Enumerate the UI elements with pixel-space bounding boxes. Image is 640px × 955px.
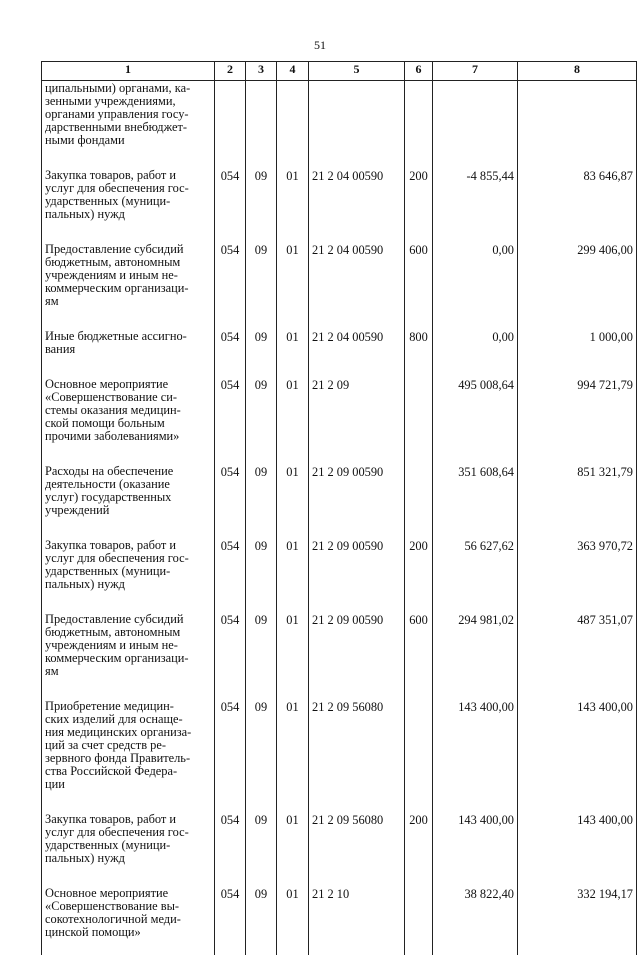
row-name-line: цинской помощи» bbox=[45, 926, 211, 939]
row-name-line: зенными учреждениями, bbox=[45, 95, 211, 108]
expense-type-code bbox=[405, 81, 433, 164]
row-name bbox=[42, 694, 215, 807]
expense-type-code: 200 bbox=[405, 163, 433, 237]
amount-change: 495 008,64 bbox=[433, 372, 518, 459]
amount-total bbox=[518, 81, 637, 164]
row-name-line: прочими заболеваниями» bbox=[45, 430, 211, 443]
amount-change: 143 400,00 bbox=[433, 807, 518, 881]
row-name-line: коммерческим организаци- bbox=[45, 652, 211, 665]
row-name bbox=[42, 881, 215, 955]
row-name-line: ций за счет средств ре- bbox=[45, 739, 211, 752]
target-item-code: 21 2 04 00590 bbox=[309, 237, 405, 324]
table-row bbox=[42, 807, 637, 881]
row-name bbox=[42, 163, 215, 237]
row-name-line: Закупка товаров, работ и bbox=[45, 539, 211, 552]
table-row bbox=[42, 459, 637, 533]
row-name-line: учреждениям и иным не- bbox=[45, 639, 211, 652]
amount-total: 332 194,17 bbox=[518, 881, 637, 955]
section-code: 09 bbox=[246, 607, 277, 694]
row-name-line: ударственных (муници- bbox=[45, 839, 211, 852]
row-name-line: Закупка товаров, работ и bbox=[45, 169, 211, 182]
ministry-code: 054 bbox=[215, 372, 246, 459]
ministry-code bbox=[215, 81, 246, 164]
row-name-line: ции bbox=[45, 778, 211, 791]
ministry-code: 054 bbox=[215, 607, 246, 694]
target-item-code: 21 2 09 00590 bbox=[309, 459, 405, 533]
row-name bbox=[42, 459, 215, 533]
table-row bbox=[42, 881, 637, 955]
row-name-line: ния медицинских организа- bbox=[45, 726, 211, 739]
row-name-line: Основное мероприятие bbox=[45, 378, 211, 391]
row-name-line: ципальными) органами, ка- bbox=[45, 82, 211, 95]
row-name-line: Иные бюджетные ассигно- bbox=[45, 330, 211, 343]
row-name-line: Расходы на обеспечение bbox=[45, 465, 211, 478]
amount-total: 143 400,00 bbox=[518, 694, 637, 807]
col-header: 3 bbox=[246, 62, 277, 81]
col-header: 8 bbox=[518, 62, 637, 81]
row-name-line: «Совершенствование си- bbox=[45, 391, 211, 404]
amount-change: 0,00 bbox=[433, 237, 518, 324]
page-number: 51 bbox=[0, 38, 640, 53]
amount-change: 143 400,00 bbox=[433, 694, 518, 807]
row-name-line: «Совершенствование вы- bbox=[45, 900, 211, 913]
row-name-line: Закупка товаров, работ и bbox=[45, 813, 211, 826]
target-item-code: 21 2 04 00590 bbox=[309, 163, 405, 237]
row-name bbox=[42, 237, 215, 324]
subsection-code: 01 bbox=[277, 807, 309, 881]
expense-type-code bbox=[405, 459, 433, 533]
ministry-code: 054 bbox=[215, 324, 246, 372]
row-name bbox=[42, 81, 215, 164]
amount-change: 0,00 bbox=[433, 324, 518, 372]
expense-type-code: 800 bbox=[405, 324, 433, 372]
row-name-line: Предоставление субсидий bbox=[45, 613, 211, 626]
section-code: 09 bbox=[246, 324, 277, 372]
amount-total: 143 400,00 bbox=[518, 807, 637, 881]
row-name-line: учреждениям и иным не- bbox=[45, 269, 211, 282]
ministry-code: 054 bbox=[215, 881, 246, 955]
section-code: 09 bbox=[246, 459, 277, 533]
section-code: 09 bbox=[246, 807, 277, 881]
row-name-line: ударственных (муници- bbox=[45, 565, 211, 578]
row-name-line: услуг для обеспечения гос- bbox=[45, 182, 211, 195]
row-name-line: дарственными внебюджет- bbox=[45, 121, 211, 134]
row-name-line: ными фондами bbox=[45, 134, 211, 147]
ministry-code: 054 bbox=[215, 163, 246, 237]
row-name-line: ударственных (муници- bbox=[45, 195, 211, 208]
amount-total: 299 406,00 bbox=[518, 237, 637, 324]
row-name-line: ских изделий для оснаще- bbox=[45, 713, 211, 726]
row-name-line: пальных) нужд bbox=[45, 208, 211, 221]
row-name-line: ям bbox=[45, 295, 211, 308]
target-item-code: 21 2 09 00590 bbox=[309, 533, 405, 607]
amount-change bbox=[433, 81, 518, 164]
row-name bbox=[42, 324, 215, 372]
target-item-code: 21 2 09 00590 bbox=[309, 607, 405, 694]
amount-change: 38 822,40 bbox=[433, 881, 518, 955]
ministry-code: 054 bbox=[215, 807, 246, 881]
row-name-line: бюджетным, автономным bbox=[45, 626, 211, 639]
table-row bbox=[42, 324, 637, 372]
col-header: 5 bbox=[309, 62, 405, 81]
subsection-code: 01 bbox=[277, 163, 309, 237]
col-header: 4 bbox=[277, 62, 309, 81]
expense-type-code: 200 bbox=[405, 533, 433, 607]
section-code bbox=[246, 81, 277, 164]
row-name-line: ям bbox=[45, 665, 211, 678]
expense-type-code bbox=[405, 881, 433, 955]
expense-type-code bbox=[405, 694, 433, 807]
row-name-line: ства Российской Федера- bbox=[45, 765, 211, 778]
table-row bbox=[42, 81, 637, 164]
section-code: 09 bbox=[246, 163, 277, 237]
table-body bbox=[42, 81, 637, 955]
row-name-line: услуг) государственных bbox=[45, 491, 211, 504]
subsection-code: 01 bbox=[277, 607, 309, 694]
section-code: 09 bbox=[246, 694, 277, 807]
header-row bbox=[42, 62, 637, 81]
amount-change: 294 981,02 bbox=[433, 607, 518, 694]
ministry-code: 054 bbox=[215, 694, 246, 807]
row-name-line: учреждений bbox=[45, 504, 211, 517]
target-item-code bbox=[309, 81, 405, 164]
col-header: 1 bbox=[42, 62, 215, 81]
row-name-line: деятельности (оказание bbox=[45, 478, 211, 491]
ministry-code: 054 bbox=[215, 237, 246, 324]
subsection-code: 01 bbox=[277, 459, 309, 533]
row-name-line: коммерческим организаци- bbox=[45, 282, 211, 295]
row-name-line: услуг для обеспечения гос- bbox=[45, 552, 211, 565]
amount-total: 1 000,00 bbox=[518, 324, 637, 372]
section-code: 09 bbox=[246, 372, 277, 459]
row-name-line: зервного фонда Правитель- bbox=[45, 752, 211, 765]
row-name bbox=[42, 607, 215, 694]
table-row bbox=[42, 163, 637, 237]
table-row bbox=[42, 237, 637, 324]
amount-total: 851 321,79 bbox=[518, 459, 637, 533]
amount-total: 487 351,07 bbox=[518, 607, 637, 694]
ministry-code: 054 bbox=[215, 533, 246, 607]
target-item-code: 21 2 10 bbox=[309, 881, 405, 955]
amount-change: 56 627,62 bbox=[433, 533, 518, 607]
row-name-line: пальных) нужд bbox=[45, 578, 211, 591]
target-item-code: 21 2 09 56080 bbox=[309, 694, 405, 807]
row-name-line: органами управления госу- bbox=[45, 108, 211, 121]
expense-type-code: 600 bbox=[405, 237, 433, 324]
row-name-line: ской помощи больным bbox=[45, 417, 211, 430]
subsection-code: 01 bbox=[277, 324, 309, 372]
col-header: 7 bbox=[433, 62, 518, 81]
expense-type-code: 200 bbox=[405, 807, 433, 881]
row-name-line: стемы оказания медицин- bbox=[45, 404, 211, 417]
amount-total: 83 646,87 bbox=[518, 163, 637, 237]
table-row bbox=[42, 607, 637, 694]
row-name-line: Основное мероприятие bbox=[45, 887, 211, 900]
row-name-line: Предоставление субсидий bbox=[45, 243, 211, 256]
col-header: 2 bbox=[215, 62, 246, 81]
subsection-code: 01 bbox=[277, 881, 309, 955]
row-name-line: бюджетным, автономным bbox=[45, 256, 211, 269]
expense-type-code: 600 bbox=[405, 607, 433, 694]
section-code: 09 bbox=[246, 533, 277, 607]
subsection-code: 01 bbox=[277, 372, 309, 459]
row-name-line: Приобретение медицин- bbox=[45, 700, 211, 713]
section-code: 09 bbox=[246, 881, 277, 955]
ministry-code: 054 bbox=[215, 459, 246, 533]
table-row bbox=[42, 533, 637, 607]
expense-type-code bbox=[405, 372, 433, 459]
budget-table bbox=[41, 61, 637, 955]
row-name-line: пальных) нужд bbox=[45, 852, 211, 865]
subsection-code bbox=[277, 81, 309, 164]
target-item-code: 21 2 04 00590 bbox=[309, 324, 405, 372]
subsection-code: 01 bbox=[277, 694, 309, 807]
amount-change: 351 608,64 bbox=[433, 459, 518, 533]
col-header: 6 bbox=[405, 62, 433, 81]
row-name-line: сокотехнологичной меди- bbox=[45, 913, 211, 926]
row-name-line: услуг для обеспечения гос- bbox=[45, 826, 211, 839]
amount-total: 363 970,72 bbox=[518, 533, 637, 607]
subsection-code: 01 bbox=[277, 533, 309, 607]
row-name-line: вания bbox=[45, 343, 211, 356]
subsection-code: 01 bbox=[277, 237, 309, 324]
row-name bbox=[42, 533, 215, 607]
table-row bbox=[42, 694, 637, 807]
section-code: 09 bbox=[246, 237, 277, 324]
row-name bbox=[42, 807, 215, 881]
amount-change: -4 855,44 bbox=[433, 163, 518, 237]
table-row bbox=[42, 372, 637, 459]
row-name bbox=[42, 372, 215, 459]
target-item-code: 21 2 09 bbox=[309, 372, 405, 459]
target-item-code: 21 2 09 56080 bbox=[309, 807, 405, 881]
amount-total: 994 721,79 bbox=[518, 372, 637, 459]
